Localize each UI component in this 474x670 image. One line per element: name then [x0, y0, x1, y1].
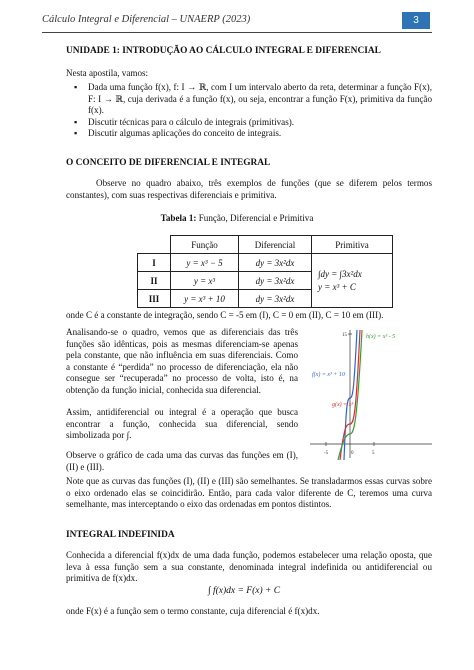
table-header-diferencial: Diferencial	[239, 236, 312, 254]
analysis-paragraph: Analisando-se o quadro, vemos que as diferenciais das três funções são idênticas, pois as mesmas diferenciam-se apenas pela constante, que não influência em suas diferenciais. Como a constante é “perdida” no processo de diferenciação, ela não consegue ser “recuperada” no processo de volta, isto é, na obtenção da função inicial, conhecida sua diferencial.	[66, 327, 298, 395]
primitiva-integral: ∫dy = ∫3x²dx	[318, 268, 362, 279]
x-tick-label: -5	[324, 451, 329, 456]
primitiva-result: y = x³ + C	[318, 281, 356, 292]
cell-diferencial: dy = 3x²dx	[239, 272, 312, 290]
cell-diferencial: dy = 3x²dx	[239, 290, 312, 308]
integral-formula: ∫ f(x)dx = F(x) + C	[208, 586, 281, 596]
table-caption	[72, 213, 402, 225]
running-header: Cálculo Integral e Diferencial – UNAERP (2023)	[42, 14, 251, 25]
function-table	[137, 235, 393, 308]
cell-funcao: y = x³ + 10	[171, 290, 239, 308]
section-heading-integral-indefinida: INTEGRAL INDEFINIDA	[66, 530, 175, 540]
list-item: ▪ Dada uma função f(x), f: I → ℝ, com I um intervalo aberto da reta, determinar a função F(x), F: I → ℝ, cuja derivada é a função f(x), ou seja, encontrar a função F(x), primitiva da função f(x).	[66, 82, 432, 117]
x-tick-label: 0	[351, 451, 354, 456]
table-header-primitiva: Primitiva	[312, 236, 393, 254]
cell-diferencial: dy = 3x²dx	[239, 254, 312, 272]
cell-funcao: y = x³	[171, 272, 239, 290]
cell-funcao: y = x³ − 5	[171, 254, 239, 272]
section1-paragraph: Observe no quadro abaixo, três exemplos de funções (que se diferem pelos termos constantes), com suas respectivas diferenciais e primitiva.	[66, 178, 432, 200]
curve-f	[344, 330, 357, 460]
section2-paragraph: Conhecida a diferencial f(x)dx de uma dada função, podemos estabelecer uma relação oposta, que leva à essa função sem a sua constante, denominada integral indefinida ou antidiferencial ou primitiva de f(x)dx.	[66, 550, 432, 584]
y-tick-label: 15	[342, 333, 347, 338]
curves-note: Note que as curvas das funções (I), (II) e (III) são semelhantes. Se transladarmos essas curvas sobre o eixo ordenado elas se coincidirão. Então, para cada valor diferente de C, teremos uma curva semelhante, mas interceptando o eixo das ordenadas em pontos distintos.	[66, 476, 432, 510]
integral-definition: Assim, antidiferencial ou integral é a operação que busca encontrar a função, conhecida sua diferencial, sendo simbolizada por ∫.	[66, 407, 298, 441]
label-g: g(x) = x³	[332, 402, 354, 408]
table-header-funcao: Função	[171, 236, 239, 254]
section-heading-diferencial: O CONCEITO DE DIFERENCIAL E INTEGRAL	[66, 158, 271, 168]
label-f: f(x) = x³ + 10	[312, 372, 345, 378]
header-rule	[42, 32, 432, 33]
label-h: h(x) = x³ - 5	[366, 334, 396, 340]
graph-reference: Observe o gráfico de cada uma das curvas das funções em (I), (II) e (III).	[66, 450, 298, 472]
function-curves-graph	[306, 328, 434, 460]
page-number: 3	[402, 12, 430, 29]
intro-text: Nesta apostila, vamos:	[66, 68, 149, 78]
x-tick-label: 5	[372, 451, 375, 456]
cell-primitiva	[312, 254, 393, 308]
table-caption-label: Tabela 1:	[160, 213, 197, 223]
list-item: ▪ Discutir algumas aplicações do conceito de integrais.	[66, 128, 432, 140]
row-id: I	[138, 254, 171, 272]
constant-note: onde C é a constante de integração, sendo C = -5 em (I), C = 0 em (II), C = 10 em (III).	[66, 310, 384, 320]
list-item: ▪ Discutir técnicas para o cálculo de integrais (primitivas).	[66, 117, 432, 129]
objectives-list	[66, 82, 432, 140]
row-id: II	[138, 272, 171, 290]
row-id: III	[138, 290, 171, 308]
table-row	[138, 254, 393, 272]
table-caption-text: Função, Diferencial e Primitiva	[196, 213, 314, 223]
formula-explanation: onde F(x) é a função sem o termo constante, cuja diferencial é f(x)dx.	[66, 606, 320, 616]
unit-heading: UNIDADE 1: INTRODUÇÃO AO CÁLCULO INTEGRAL E DIFERENCIAL	[66, 46, 381, 56]
table-corner	[138, 236, 171, 254]
